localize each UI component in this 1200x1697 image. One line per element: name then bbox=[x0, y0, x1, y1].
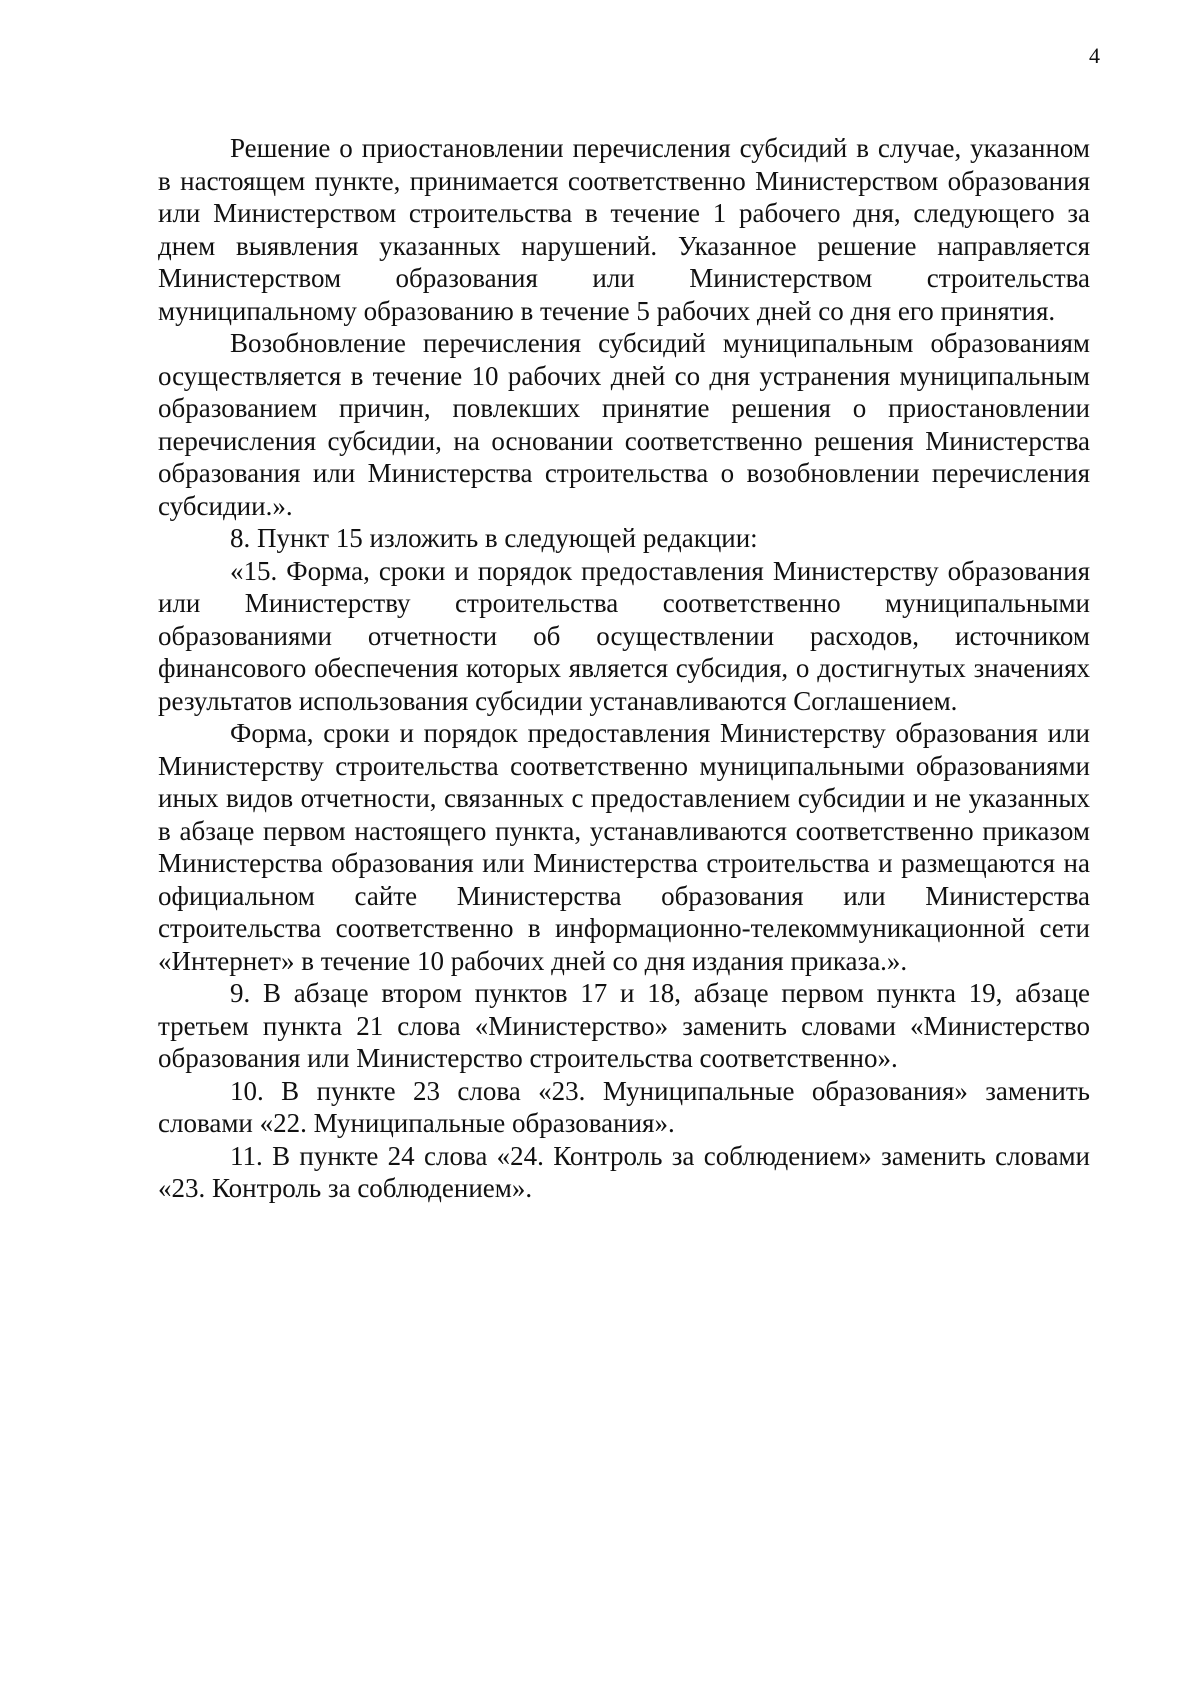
paragraph-item-9: 9. В абзаце втором пунктов 17 и 18, абзаце первом пункта 19, абзаце третьем пункта 21 слова «Министерство» заменить словами «Министерство образования или Министерство строительства соответственно». bbox=[158, 978, 1090, 1073]
paragraph-clause-15-reporting: «15. Форма, сроки и порядок предоставления Министерству образования или Министерству строительства соответственно муниципальными образованиями отчетности об осуществлении расходов, источником финансового обеспечения которых является субсидия, о достигнутых значениях результатов использования субсидии устанавливаются Соглашением. bbox=[158, 555, 1090, 716]
paragraph-clause-15-other-reporting: Форма, сроки и порядок предоставления Министерству образования или Министерству строительства соответственно муниципальными образованиями иных видов отчетности, связанных с предоставлением субсидии и не указанных в абзаце первом настоящего пункта, устанавливаются соответственно приказом Министерства образования или Министерства строительства и размещаются на официальном сайте Министерства образования или Министерства строительства соответственно в информационно-телекоммуникационной сети «Интернет» в течение 10 рабочих дней со дня издания приказа.». bbox=[158, 718, 1090, 976]
paragraph-suspension-decision: Решение о приостановлении перечисления субсидий в случае, указанном в настоящем пункте, принимается соответственно Министерством образования или Министерством строительства в течение 1 рабочего дня, следующего за днем выявления указанных нарушений. Указанное решение направляется Министерством образования или Министерством строительства муниципальному образованию в течение 5 рабочих дней со дня его принятия. bbox=[158, 133, 1090, 326]
paragraph-item-8: 8. Пункт 15 изложить в следующей редакции: bbox=[230, 523, 758, 553]
paragraph-item-11: 11. В пункте 24 слова «24. Контроль за соблюдением» заменить словами «23. Контроль за соблюдением». bbox=[158, 1140, 1090, 1203]
page-number: 4 bbox=[1089, 43, 1100, 68]
paragraph-item-10: 10. В пункте 23 слова «23. Муниципальные образования» заменить словами «22. Муниципальные образования». bbox=[158, 1075, 1090, 1138]
paragraph-resumption: Возобновление перечисления субсидий муниципальным образованиям осуществляется в течение 10 рабочих дней со дня устранения муниципальным образованием причин, повлекших принятие решения о приостановлении перечисления субсидии, на основании соответственно решения Министерства образования или Министерства строительства о возобновлении перечисления субсидии.». bbox=[158, 328, 1090, 521]
document-body bbox=[158, 132, 1090, 1205]
